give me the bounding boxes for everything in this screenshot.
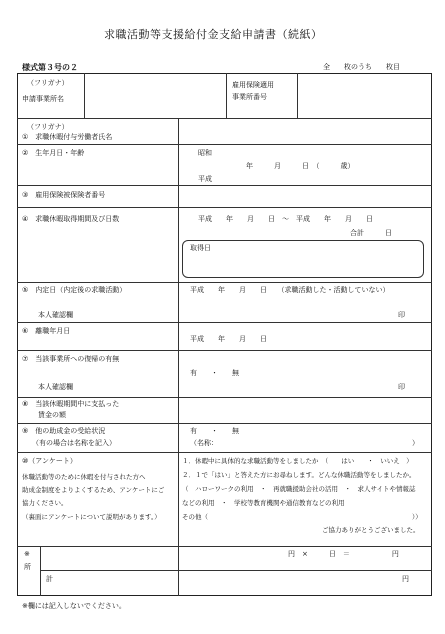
- r2-label: ② 生年月日・年齢: [22, 149, 85, 157]
- office-name-field[interactable]: [86, 80, 224, 114]
- survey-q5-close: ））: [412, 513, 422, 521]
- r9-value[interactable]: 有 ・ 無: [190, 427, 239, 435]
- header-furigana: （フリガナ）: [27, 79, 69, 87]
- page-count: 全 枚のうち 枚目: [323, 63, 400, 71]
- survey-q1[interactable]: １．休暇中に具体的な求職活動等をしましたか （ はい ・ いいえ ）: [182, 457, 413, 465]
- survey-q5[interactable]: その他（: [182, 513, 208, 521]
- r7-label: ⑦ 当該事業所への復帰の有無: [22, 355, 120, 363]
- r2-ymd[interactable]: 年 月 日 （ 歳）: [246, 162, 355, 170]
- survey-left-4: （裏面にアンケートについて説明があります。）: [22, 513, 161, 521]
- r8-label-1: ⑧ 当該休暇期間中に支払った: [22, 400, 120, 408]
- survey-left-1: 休職活動等のために休暇を付与された方へ: [22, 473, 146, 481]
- r4-period[interactable]: 平成 年 月 日 〜 平成 年 月 日: [198, 215, 373, 223]
- r4-days-label: 取得日: [190, 244, 211, 252]
- r9-close: ）: [412, 439, 419, 447]
- r4-label: ④ 求職休暇取得期間及び日数: [22, 215, 120, 223]
- r9-label-2: （有の場合は名称を記入）: [32, 439, 116, 447]
- form-number: 様式第３号の２: [22, 63, 78, 72]
- r3-label: ③ 雇用保険被保険者番号: [22, 191, 106, 199]
- r2-heisei[interactable]: 平成: [198, 175, 212, 183]
- wage-amount-field[interactable]: [180, 399, 430, 421]
- office-calc: 円 × 日 ＝ 円: [288, 550, 399, 558]
- survey-q3[interactable]: （ ハローワークの利用 ・ 再就職援助会社の活用 ・ 求人サイトや情報誌: [182, 485, 416, 493]
- office-name-label: 申請事業所名: [22, 95, 64, 103]
- r2-showa[interactable]: 昭和: [198, 149, 212, 157]
- r7-seal[interactable]: 印: [398, 383, 405, 391]
- r5-confirm: 本人確認欄: [38, 311, 73, 319]
- insurance-label-1: 雇用保険適用: [232, 81, 274, 89]
- insurance-label-2: 事業所番号: [232, 93, 267, 101]
- insurance-number-field[interactable]: [299, 75, 430, 116]
- r9-name[interactable]: （名称：: [190, 439, 218, 447]
- r5-seal[interactable]: 印: [398, 311, 405, 319]
- r8-label-2: 賃金の額: [38, 411, 66, 419]
- survey-left-3: 協力ください。: [22, 499, 68, 507]
- r9-label-1: ⑨ 他の助成金の受給状況: [22, 427, 106, 435]
- footnote: ※欄には記入しないでください。: [22, 602, 126, 610]
- office-total-yen: 円: [402, 575, 409, 583]
- r5-date[interactable]: 平成 年 月 日 （求職活動した・活動していない）: [190, 286, 390, 294]
- survey-thanks: ご協力ありがとうございました。: [322, 526, 420, 534]
- r6-label: ⑥ 離職年月日: [22, 327, 71, 335]
- office-label: 所: [24, 563, 31, 571]
- form-title: 求職活動等支援給付金支給申請書（続紙）: [104, 28, 323, 41]
- survey-title: ⑩（アンケート）: [22, 457, 77, 465]
- r1-label: ① 求職休暇付与労働者氏名: [22, 133, 113, 141]
- r6-date[interactable]: 平成 年 月 日: [190, 335, 267, 343]
- office-mark: ※: [24, 550, 30, 558]
- survey-q4[interactable]: などの利用 ・ 学校等教育機関や通信教育などの利用: [182, 499, 345, 507]
- worker-name-field[interactable]: [180, 120, 430, 144]
- r5-label: ⑤ 内定日（内定後の求職活動）: [22, 286, 127, 294]
- survey-left-2: 助成金制度をよりよくするため、アンケートにご: [22, 486, 165, 494]
- r7-value[interactable]: 有 ・ 無: [190, 369, 239, 377]
- office-total: 計: [46, 575, 53, 583]
- r4-total[interactable]: 合計 日: [350, 229, 392, 237]
- r7-confirm: 本人確認欄: [38, 383, 73, 391]
- acquisition-days-box[interactable]: [182, 240, 424, 278]
- insured-number-field[interactable]: [180, 187, 430, 205]
- r1-furigana: （フリガナ）: [27, 123, 69, 131]
- survey-q2: ２．１で「はい」と答えた方にお尋ねします。どんな休職活動等をしましたか。: [182, 471, 416, 479]
